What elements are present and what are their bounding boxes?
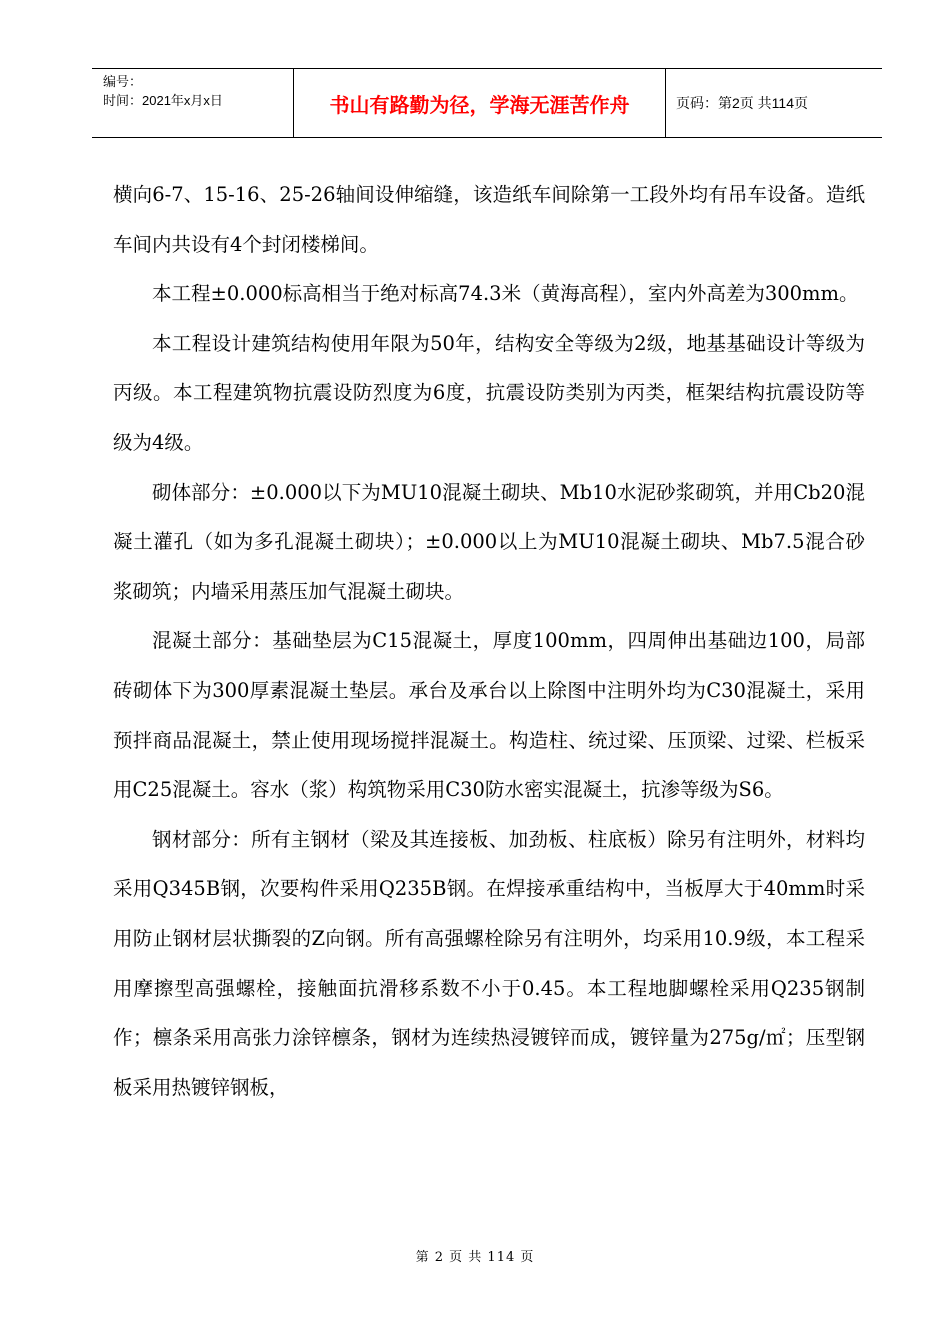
paragraph-masonry: 砌体部分：±0.000以下为MU10混凝土砌块、Mb10水泥砂浆砌筑，并用Cb20混凝土灌孔（如为多孔混凝土砌块）；±0.000以上为MU10混凝土砌块、Mb7.5混合砂浆砌筑；内墙采用蒸压加气混凝土砌块。 (113, 480, 865, 603)
paragraph-expansion-joints: 横向6-7、15-16、25-26轴间设伸缩缝，该造纸车间除第一工段外均有吊车设备。造纸车间内共设有4个封闭楼梯间。 (113, 183, 865, 256)
header-info (92, 69, 293, 137)
document-time-label: 时间：2021年x月x日 (103, 93, 223, 108)
header-motto: 书山有路勤为径，学海无涯苦作舟 (293, 69, 666, 137)
document-number-label: 编号： (103, 74, 143, 89)
paragraph-design-life: 本工程设计建筑结构使用年限为50年，结构安全等级为2级，地基基础设计等级为丙级。本工程建筑物抗震设防烈度为6度，抗震设防类别为丙类，框架结构抗震设防等级为4级。 (113, 331, 865, 454)
page-header (92, 68, 882, 138)
paragraph-concrete: 混凝土部分：基础垫层为C15混凝土，厚度100mm，四周伸出基础边100，局部砖砌体下为300厚素混凝土垫层。承台及承台以上除图中注明外均为C30混凝土，采用预拌商品混凝土，禁止使用现场搅拌混凝土。构造柱、统过梁、压顶梁、过梁、栏板采用C25混凝土。容水（浆）构筑物采用C30防水密实混凝土，抗渗等级为S6。 (113, 629, 866, 802)
header-page-number: 页码：第2页 共114页 (676, 95, 808, 111)
page-footer: 第 2 页 共 114 页 (415, 1250, 535, 1265)
paragraph-steel: 钢材部分：所有主钢材（梁及其连接板、加劲板、柱底板）除另有注明外，材料均采用Q345B钢，次要构件采用Q235B钢。在焊接承重结构中，当板厚大于40mm时采用防止钢材层状撕裂的Z向钢。所有高强螺栓除另有注明外，均采用10.9级，本工程采用摩擦型高强螺栓，接触面抗滑移系数不小于0.45。本工程地脚螺栓采用Q235钢制作；檩条采用高张力涂锌檩条，钢材为连续热浸镀锌而成，镀锌量为275g/㎡；压型钢板采用热镀锌钢板， (113, 827, 865, 1099)
document-body (113, 170, 865, 1112)
paragraph-elevation: 本工程±0.000标高相当于绝对标高74.3米（黄海高程），室内外高差为300mm。 (152, 282, 859, 306)
